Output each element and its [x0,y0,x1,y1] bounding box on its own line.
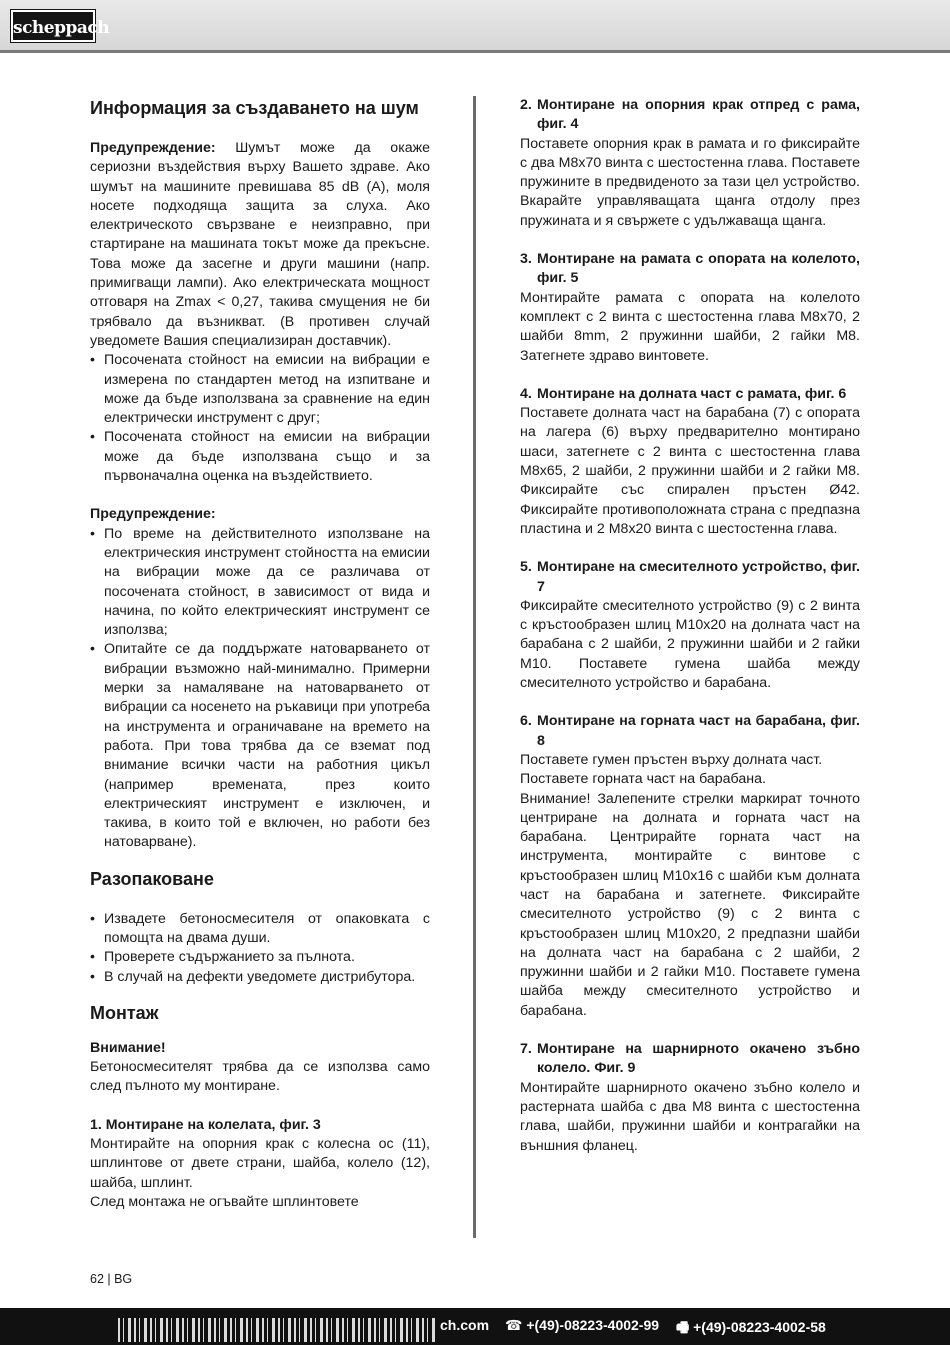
scheppach-logo: scheppach [11,10,95,42]
phone-number: ☎ +(49)-08223-4002-99 [505,1317,660,1333]
step-5 [520,558,860,693]
step-text: Поставете долната част на барабана (7) с опората на лагера (6) върху предварително монтирано шаси, затегнете с 2 винта с шестостенна глава M8x65, 2 шайби, 2 пружинни шайби и 2 гайки M8. Фиксирайте със спирален пръстен Ø42. Фиксирайте противоположната страна с предпазна пластина и 2 M8x20 винта с шестостенна глава. [520,405,860,537]
attention-label: Внимание! [90,1039,166,1056]
list-item: • По време на действителното използване на електрическия инструмент стойността на емисии на вибрации може да се различава от посочената стойност, в зависимост от вида и начина, по който електрическият инструмент се използва; [90,525,430,641]
page-footer [0,1308,950,1345]
vibration-list [90,351,430,486]
step-title: 6. Монтиране на горната част на барабана, фиг. 8 [520,713,860,749]
step-1-title: 1. Монтиране на колелата, фиг. 3 [90,1116,321,1133]
warning-label: Предупреждение: [90,140,216,156]
step-title: 3. Монтиране на рамата с опората на колелото, фиг. 5 [520,251,860,287]
step-6 [520,712,860,1021]
noise-info-title: Информация за създаването на шум [90,98,419,118]
page-header [0,0,950,53]
step-7 [520,1040,860,1156]
noise-warning-paragraph [90,139,430,351]
attention-text: Бетоносмесителят трябва да се използва само след пълното му монтиране. [90,1059,430,1095]
unpacking-title: Разопаковане [90,868,214,889]
step-title: 4. Монтиране на долната част с рамата, фиг. 6 [520,385,847,402]
column-divider [473,96,476,1238]
step-2 [520,96,860,231]
step-1-note: След монтажа не огъвайте шплинтовете [90,1193,359,1210]
step-text: Фиксирайте смесителното устройство (9) с 2 винта с кръстообразен шлиц M10x20 на долната част на барабана с 2 шайби, 2 пружинни шайби и 2 гайки M10. Поставете гумена шайба между смесителното устройство и барабана. [520,597,860,692]
warning-text: Шумът може да окаже сериозни въздействия върху Вашето здраве. Ако шумът на машините превишава 85 dB (A), моля носете подходяща защита за слуха. Ако електрическото свързване е неизправно, при стартиране на машината токът може да прекъсне. Това може да засегне и други машини (напр. примигващи лампи). Ако електрическата мощност отговаря на Zmax < 0,27, такива смущения не би трябвало да възникват. (В противен случай уведомете Вашия специализиран доставчик). [90,140,430,349]
barcode-graphic [118,1318,438,1342]
step-text: Поставете опорния крак в рамата и го фиксирайте с два M8x70 винта с шестостенна глава. Поставете пружините в предвиденото за тази цел устройство. Вкарайте управляващата щанга отдолу през пружината и я свържете с удължаваща щанга. [520,135,860,229]
step-1-text: Монтирайте на опорния крак с колесна ос (11), шплинтове от двете страни, шайба, колело (12), шайба, шплинт. [90,1136,430,1191]
right-column [520,96,860,1156]
assembly-title: Монтаж [90,1002,159,1023]
step-4 [520,385,860,539]
step-text: Поставете гумен пръстен върху долната част. Поставете горната част на барабана. Внимание! Залепените стрелки маркират точното центриране на долната и горната част на барабана. Центрирайте горната част на инструмента, монтирайте с винтове с кръстообразен шлиц M10x16 с шайби към долната част на барабана и затегнете. Фиксирайте смесителното устройство (9) с 2 винта с кръстообразен шлиц M10x20, 2 предпазни шайби на долната част на барабана с 2 шайби, 2 пружинни шайби и 2 гайки M10. Поставете гумена шайба между смесителното устройство и барабана. [520,751,860,1019]
step-3 [520,250,860,366]
vibration-warning-list [90,525,430,853]
list-item: • Посочената стойност на емисии на вибрации е измерена по стандартен метод на изпитване и може да бъде използвана за сравнение на един електрически инструмент с друг; [90,351,430,428]
page-number: 62 | BG [90,1272,133,1286]
list-item: • В случай на дефекти уведомете дистрибутора. [90,968,430,987]
warning-label-2: Предупреждение: [90,506,216,523]
list-item: • Извадете бетоносмесителя от опаковката с помощта на двама души. [90,910,430,949]
step-title: 2. Монтиране на опорния крак отпред с рама, фиг. 4 [520,97,860,133]
step-title: 7. Монтиране на шарнирното окачено зъбно колело. Фиг. 9 [520,1041,860,1077]
step-text: Монтирайте шарнирното окачено зъбно колело и растерната шайба с два M8 винта с шестостенна глава, шайби, пружинни шайби и контрагайки на външния фланец. [520,1079,860,1154]
step-title: 5. Монтиране на смесителното устройство, фиг. 7 [520,559,860,595]
website-link[interactable]: ch.com [440,1317,490,1333]
unpacking-list [90,910,430,987]
left-column [90,96,430,1212]
list-item: • Проверете съдържанието за пълнота. [90,948,430,967]
list-item: • Посочената стойност на емисии на вибрации може да бъде използвана също и за първоначална оценка на въздействието. [90,428,430,486]
step-text: Монтирайте рамата с опората на колелото комплект с 2 винта с шестостенна глава M8x70, 2 шайби 8mm, 2 пружинни шайби, 2 гайки M8. Затегнете здраво винтовете. [520,289,860,364]
list-item: • Опитайте се да поддържате натоварването от вибрации възможно най-минимално. Примерни мерки за намаляване на натоварването от вибрации са носенето на ръкавици при употреба на инструмента и ограничаване на времето на работа. При това трябва да се вземат под внимание всички части на работния цикъл (например времената, през които електрическият инструмент е изключен, и такива, в които той е включен, но работи без натоварване). [90,640,430,852]
fax-number: 🖷 +(49)-08223-4002-58 [676,1319,826,1335]
